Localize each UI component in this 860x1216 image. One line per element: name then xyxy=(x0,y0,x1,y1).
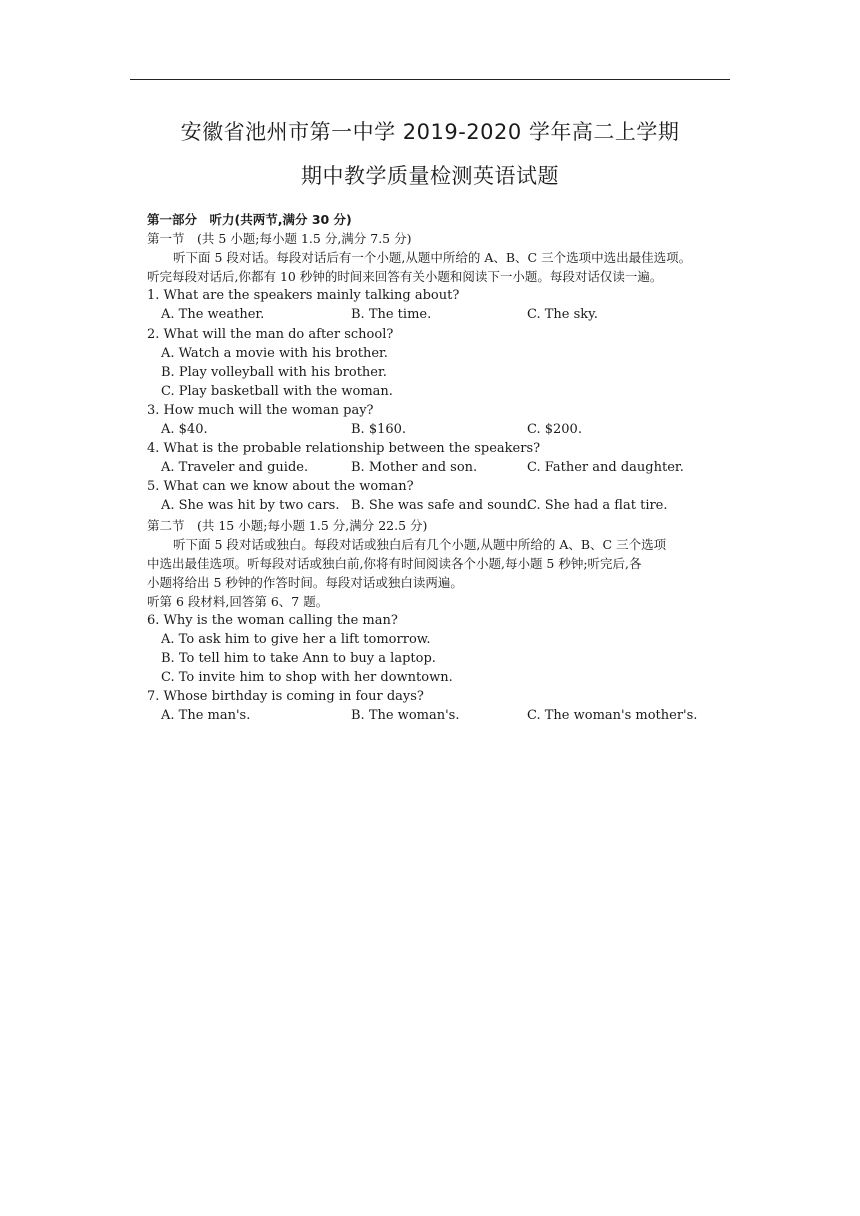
question-stem: 1. What are the speakers mainly talking about? xyxy=(147,288,460,304)
option-c: C. Father and daughter. xyxy=(527,460,684,476)
option-c: C. Play basketball with the woman. xyxy=(161,383,393,399)
option-c: C. The sky. xyxy=(527,307,598,323)
option-a: A. $40. xyxy=(161,422,208,438)
part1-heading: 第一部分 听力(共两节,满分 30 分) xyxy=(147,212,352,227)
question-stem: 7. Whose birthday is coming in four days? xyxy=(147,689,424,705)
option-b: B. The woman's. xyxy=(351,708,460,724)
option-c: C. She had a flat tire. xyxy=(527,498,668,514)
section2-instructions: 中选出最佳选项。听每段对话或独白前,你将有时间阅读各个小题,每小题 5 秒钟;听完后,各 xyxy=(147,555,642,571)
question-stem: 2. What will the man do after school? xyxy=(147,326,394,342)
option-a: A. The weather. xyxy=(161,307,265,323)
option-row xyxy=(147,420,732,439)
option-b: B. The time. xyxy=(351,307,432,323)
option-a: A. She was hit by two cars. xyxy=(161,498,340,514)
section2-instructions: 听下面 5 段对话或独白。每段对话或独白后有几个小题,从题中所给的 A、B、C 三个选项 xyxy=(173,536,667,552)
option-b: B. To tell him to take Ann to buy a laptop. xyxy=(161,651,436,667)
option-b: B. $160. xyxy=(351,422,407,438)
section2-instructions: 小题将给出 5 秒钟的作答时间。每段对话或独白读两遍。 xyxy=(147,574,463,590)
option-b: B. Mother and son. xyxy=(351,460,478,476)
section1-instructions: 听下面 5 段对话。每段对话后有一个小题,从题中所给的 A、B、C 三个选项中选出最佳选项。 xyxy=(173,250,692,266)
option-c: C. The woman's mother's. xyxy=(527,708,698,724)
section1-instructions: 听完每段对话后,你都有 10 秒钟的时间来回答有关小题和阅读下一小题。每段对话仅读一遍。 xyxy=(147,269,663,285)
exam-body xyxy=(147,210,732,726)
question-stem: 3. How much will the woman pay? xyxy=(147,402,374,418)
option-c: C. To invite him to shop with her downtown. xyxy=(161,670,453,686)
option-a: A. Watch a movie with his brother. xyxy=(161,345,388,361)
page-title-line1: 安徽省池州市第一中学 2019-2020 学年高二上学期 xyxy=(180,120,680,144)
question-stem: 5. What can we know about the woman? xyxy=(147,479,414,495)
section1-heading: 第一节 (共 5 小题;每小题 1.5 分,满分 7.5 分) xyxy=(147,231,412,247)
option-b: B. She was safe and sound. xyxy=(351,498,531,514)
option-a: A. Traveler and guide. xyxy=(161,460,309,476)
page-title-line2: 期中教学质量检测英语试题 xyxy=(301,164,559,188)
option-row xyxy=(147,458,732,477)
question-stem: 6. Why is the woman calling the man? xyxy=(147,612,398,628)
option-a: A. To ask him to give her a lift tomorrow. xyxy=(161,632,431,648)
top-rule xyxy=(130,79,730,80)
question-stem: 4. What is the probable relationship between the speakers? xyxy=(147,441,541,457)
section2-heading: 第二节 (共 15 小题;每小题 1.5 分,满分 22.5 分) xyxy=(147,517,428,533)
option-row xyxy=(147,706,732,725)
option-row xyxy=(147,496,732,515)
option-c: C. $200. xyxy=(527,422,582,438)
option-b: B. Play volleyball with his brother. xyxy=(161,364,387,380)
material-note: 听第 6 段材料,回答第 6、7 题。 xyxy=(147,593,329,609)
option-a: A. The man's. xyxy=(161,708,251,724)
option-row xyxy=(147,305,732,324)
